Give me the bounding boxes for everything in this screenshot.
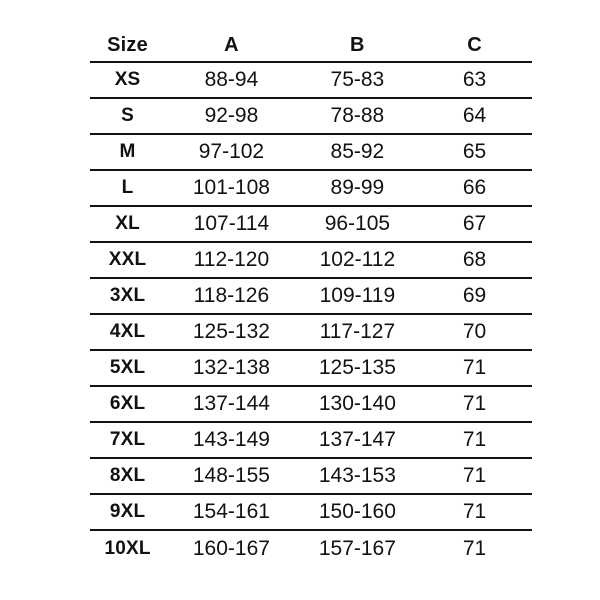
col-a-cell: 148-155 bbox=[192, 464, 270, 487]
header-row bbox=[90, 29, 532, 62]
col-a-cell: 112-120 bbox=[193, 248, 270, 271]
col-b-cell: 85-92 bbox=[330, 140, 385, 163]
column-header-b: B bbox=[350, 33, 365, 56]
table-row bbox=[90, 458, 532, 494]
size-chart-table bbox=[90, 29, 532, 566]
col-b-cell: 109-119 bbox=[319, 284, 396, 307]
col-c-cell: 69 bbox=[462, 284, 487, 307]
col-a-cell: 160-167 bbox=[192, 536, 270, 560]
table-row bbox=[90, 170, 532, 206]
column-header-size: Size bbox=[107, 33, 148, 56]
col-c-cell: 71 bbox=[462, 428, 487, 451]
col-a-cell: 137-144 bbox=[192, 392, 270, 415]
col-a-cell: 118-126 bbox=[193, 284, 270, 307]
col-b-cell: 137-147 bbox=[318, 428, 396, 451]
col-b-cell: 157-167 bbox=[318, 536, 396, 560]
col-c-cell: 68 bbox=[462, 248, 487, 271]
col-a-cell: 143-149 bbox=[192, 428, 270, 451]
size-cell: XL bbox=[115, 213, 140, 234]
col-a-cell: 132-138 bbox=[192, 356, 270, 379]
size-cell: L bbox=[121, 177, 134, 198]
size-cell: 10XL bbox=[104, 537, 151, 559]
table-row bbox=[90, 206, 532, 242]
col-b-cell: 96-105 bbox=[324, 212, 391, 235]
table-row bbox=[90, 278, 532, 314]
size-cell: 4XL bbox=[109, 321, 146, 342]
col-c-cell: 70 bbox=[462, 320, 487, 343]
table-row bbox=[90, 422, 532, 458]
col-b-cell: 150-160 bbox=[318, 500, 396, 523]
column-header-c: C bbox=[467, 33, 482, 56]
col-a-cell: 88-94 bbox=[204, 68, 259, 91]
col-a-cell: 97-102 bbox=[198, 140, 265, 163]
table-row bbox=[90, 134, 532, 170]
column-header-a: A bbox=[224, 33, 239, 56]
col-c-cell: 71 bbox=[462, 464, 487, 487]
size-cell: XS bbox=[114, 69, 141, 90]
size-cell: 6XL bbox=[109, 393, 146, 414]
size-cell: 8XL bbox=[109, 465, 146, 486]
col-b-cell: 78-88 bbox=[330, 104, 385, 127]
col-a-cell: 101-108 bbox=[192, 176, 270, 199]
col-a-cell: 125-132 bbox=[192, 320, 270, 343]
table-row bbox=[90, 98, 532, 134]
col-c-cell: 66 bbox=[462, 176, 487, 199]
table-row bbox=[90, 494, 532, 530]
col-c-cell: 64 bbox=[462, 104, 487, 127]
table-row bbox=[90, 350, 532, 386]
col-c-cell: 71 bbox=[462, 392, 487, 415]
col-b-cell: 75-83 bbox=[330, 68, 385, 91]
size-cell: S bbox=[121, 105, 134, 126]
size-cell: 3XL bbox=[109, 285, 146, 306]
col-b-cell: 130-140 bbox=[318, 392, 396, 415]
table-row bbox=[90, 242, 532, 278]
col-b-cell: 117-127 bbox=[319, 320, 396, 343]
col-c-cell: 71 bbox=[462, 356, 487, 379]
col-a-cell: 154-161 bbox=[192, 500, 270, 523]
size-cell: XXL bbox=[108, 249, 147, 270]
col-b-cell: 125-135 bbox=[318, 356, 396, 379]
col-b-cell: 143-153 bbox=[318, 464, 396, 487]
col-c-cell: 65 bbox=[462, 140, 487, 163]
size-cell: 7XL bbox=[109, 429, 146, 450]
col-b-cell: 89-99 bbox=[330, 176, 385, 199]
col-c-cell: 71 bbox=[462, 536, 487, 560]
col-c-cell: 63 bbox=[462, 68, 487, 91]
size-cell: M bbox=[119, 141, 136, 162]
col-c-cell: 67 bbox=[462, 212, 487, 235]
size-cell: 5XL bbox=[109, 357, 146, 378]
table-row bbox=[90, 62, 532, 98]
table-row bbox=[90, 314, 532, 350]
size-cell: 9XL bbox=[109, 501, 146, 522]
col-a-cell: 107-114 bbox=[193, 212, 270, 235]
col-c-cell: 71 bbox=[462, 500, 487, 523]
col-b-cell: 102-112 bbox=[319, 248, 396, 271]
table-row bbox=[90, 530, 532, 566]
table-row bbox=[90, 386, 532, 422]
col-a-cell: 92-98 bbox=[204, 104, 259, 127]
